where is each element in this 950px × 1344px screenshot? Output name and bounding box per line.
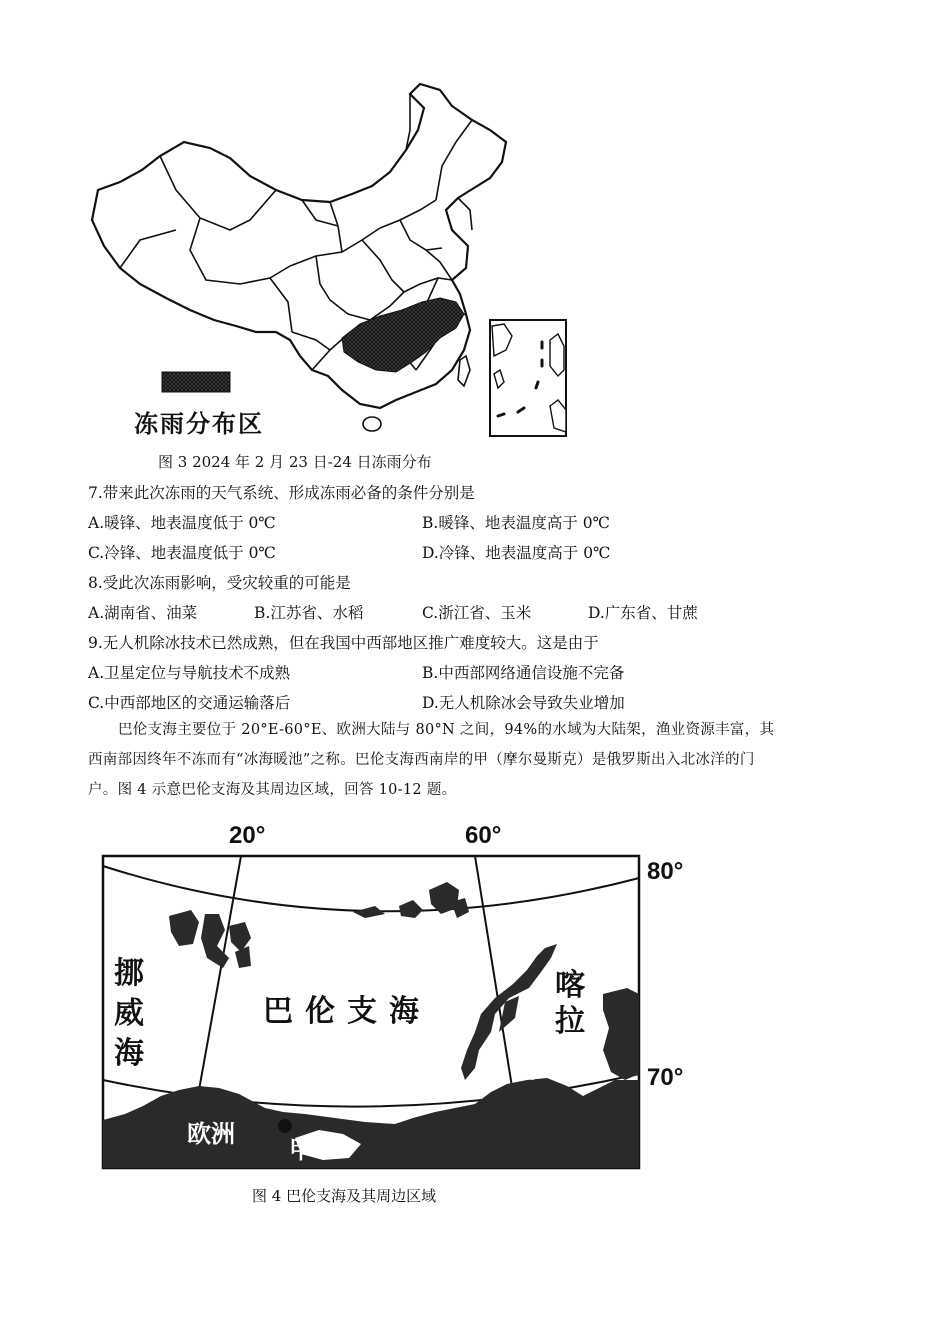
question-9-option-b[interactable]: B.中西部网络通信设施不完备: [422, 664, 625, 682]
question-8-option-a[interactable]: A.湖南省、油菜: [88, 604, 198, 622]
question-9-stem: 9.无人机除冰技术已然成熟，但在我国中西部地区推广难度较大。这是由于: [88, 634, 599, 652]
south-china-sea-inset: [490, 320, 566, 436]
question-8-option-b[interactable]: B.江苏省、水稻: [254, 604, 364, 622]
question-7-option-b[interactable]: B.暖锋、地表温度高于 0℃: [422, 514, 610, 532]
legend-swatch: [162, 372, 230, 392]
question-8-option-c[interactable]: C.浙江省、玉米: [422, 604, 532, 622]
figure-4-map: [95, 818, 705, 1180]
china-outline: [92, 84, 506, 408]
question-9-option-a[interactable]: A.卫星定位与导航技术不成熟: [88, 664, 291, 682]
figure-4-caption: 图 4 巴伦支海及其周边区域: [252, 1187, 437, 1205]
longitude-60-label: 60°: [465, 822, 502, 849]
kara-sea-label-part2: 海: [513, 1051, 542, 1084]
latitude-70-label: 70°: [647, 1064, 684, 1091]
figure-3-map: [80, 70, 580, 445]
barents-sea-label: 巴伦支海: [263, 994, 431, 1029]
question-8-option-d[interactable]: D.广东省、甘蔗: [588, 604, 698, 622]
passage-line-3: 户。图 4 示意巴伦支海及其周边区域，回答 10-12 题。: [88, 782, 457, 798]
passage-line-1: 巴伦支海主要位于 20°E-60°E、欧洲大陆与 80°N 之间，94%的水域为大陆架，渔业资源丰富，其: [118, 722, 775, 738]
norwegian-sea-label: 挪 威 海: [114, 956, 144, 1071]
question-9-option-d[interactable]: D.无人机除冰会导致失业增加: [422, 694, 625, 712]
passage-line-2: 西南部因终年不冻而有“冰海暖池”之称。巴伦支海西南岸的甲（摩尔曼斯克）是俄罗斯出入北冰洋的门: [88, 752, 755, 768]
china-freezing-rain-map: [80, 70, 580, 445]
europe-label: 欧洲: [187, 1120, 235, 1148]
question-7-option-c[interactable]: C.冷锋、地表温度低于 0℃: [88, 544, 276, 562]
question-7-stem: 7.带来此次冻雨的天气系统、形成冻雨必备的条件分别是: [88, 484, 475, 502]
legend-label: 冻雨分布区: [134, 410, 264, 438]
longitude-20-label: 20°: [229, 822, 266, 849]
question-9-option-c[interactable]: C.中西部地区的交通运输落后: [88, 694, 291, 712]
question-7-option-d[interactable]: D.冷锋、地表温度高于 0℃: [422, 544, 611, 562]
point-jia-label: 甲: [289, 1136, 313, 1164]
question-8-stem: 8.受此次冻雨影响，受灾较重的可能是: [88, 574, 351, 592]
kara-sea-label-part1: 喀 拉: [555, 968, 585, 1039]
question-7-option-a[interactable]: A.暖锋、地表温度低于 0℃: [88, 514, 276, 532]
figure-3-caption: 图 3 2024 年 2 月 23 日-24 日冻雨分布: [158, 453, 432, 471]
latitude-80-label: 80°: [647, 858, 684, 885]
